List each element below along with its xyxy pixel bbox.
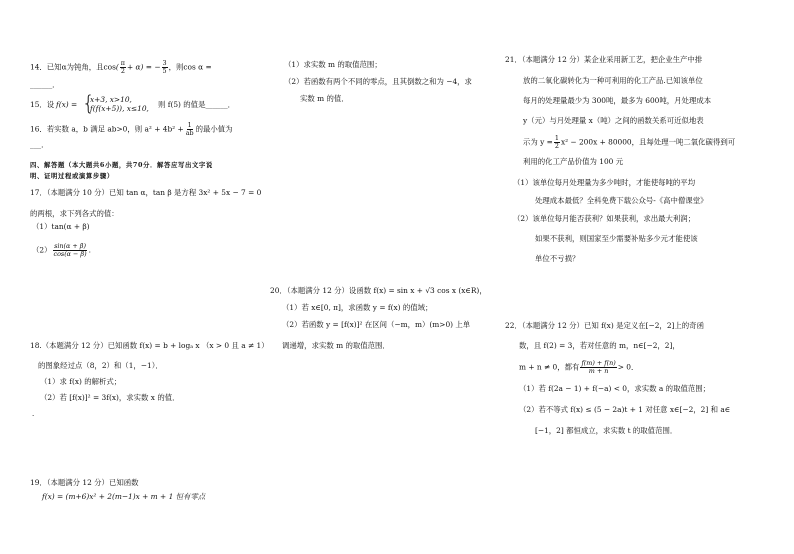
q22-part-1: （1）若 f(2a − 1) + f(−a) < 0，求实数 a 的取值范围； xyxy=(519,384,711,393)
q21-part-2-cont: 如果不获利，则国家至少需要补贴多少元才能使该 xyxy=(535,234,698,243)
question-15-label: 15．设 xyxy=(30,100,55,109)
q14-answer-blank: ______． xyxy=(30,80,60,89)
q15-tail: 则 f(5) 的值是______． xyxy=(158,100,236,109)
q15-case-1: x+3, x>10, xyxy=(90,95,132,104)
section-4-note: 明、证明过程或演算步骤） xyxy=(30,172,114,180)
question-18: 18.（本题满分 12 分）已知函数 f(x) = b + logₐ x （x > 0 且 a ≠ 1） xyxy=(30,341,269,350)
q19-part-2-cont: 实数 m 的值． xyxy=(300,94,349,103)
q17-line-2: 的两根，求下列各式的值： xyxy=(30,209,119,218)
q17-part-2: （2） $\frac{\sin(\alpha + \beta)}{\cos(\alpha - \beta)}$ . xyxy=(32,242,91,258)
one-half: $\frac{1}{2}$ xyxy=(554,134,559,150)
question-21: 21．（本题满分 12 分）某企业采用新工艺，把企业生产中排 xyxy=(505,55,703,64)
q21-part-2-end: 单位不亏损？ xyxy=(535,254,580,263)
section-4-heading: 四、解答题（本大题共6小题，共70分．解答应写出文字说 xyxy=(30,161,213,169)
q17-part-1: （1）tan(α + β) xyxy=(32,222,90,231)
q21-line-4: y（元）与月处理量 x（吨）之间的函数关系可近似地表 xyxy=(523,116,704,125)
question-14: 14．已知α为钝角，且cos( $\frac{\pi}{2}$ + α) = − $\frac{3}{5}$ ，则cos α = xyxy=(30,59,212,75)
q17-fraction: $\frac{\sin(\alpha + \beta)}{\cos(\alpha - \beta)}$ xyxy=(53,242,87,258)
q22-part-2: （2）若不等式 f(x) ≤ (5 − 2a)t + 1 对任意 x∈[−2，2] 和 a∈ xyxy=(519,405,731,414)
q18-part-2: （2）若 [f(x)]² = 3f(x)，求实数 x 的值． xyxy=(40,393,180,402)
q21-part-1: （1）该单位每月处理量为多少吨时，才能使每吨的平均 xyxy=(513,178,696,187)
q15-case-2: f(f(x+5)), x≤10, xyxy=(90,104,149,113)
question-19: 19．（本题满分 12 分）已知函数 xyxy=(30,478,139,487)
q21-part-2: （2）该单位每月能否获利？如果获利，求出最大利润； xyxy=(513,214,696,223)
question-17: 17．（本题满分 10 分）已知 tan α，tan β 是方程 3x² + 5x − 7 = 0 xyxy=(30,188,262,197)
q14-text: 14．已知α为钝角，且cos xyxy=(30,62,116,72)
q21-line-6: 利用的化工产品价值为 100 元 xyxy=(523,157,624,166)
q21-line-3: 每月的处理量最少为 300吨，最多为 600吨，月处理成本 xyxy=(523,96,712,105)
q20-part-2: （2）若函数 y = [f(x)]² 在区间（−m，m）(m>0) 上单 xyxy=(282,320,471,329)
pi-over-2: $\frac{\pi}{2}$ xyxy=(120,59,125,75)
question-20: 20．（本题满分 12 分）设函数 f(x) = sin x + √3 cos x (x∈R)， xyxy=(270,286,487,295)
q19-part-2: （2）若函数有两个不同的零点，且其倒数之和为 −4，求 xyxy=(284,77,472,86)
q19-function: f(x) = (m+6)x² + 2(m−1)x + m + 1 恒有零点 xyxy=(42,492,206,501)
stray-dot: . xyxy=(32,410,35,418)
q18-line-2: 的图象经过点（8，2）和（1，−1）． xyxy=(38,361,163,370)
right-column xyxy=(505,0,780,554)
left-column: 14．已知α为钝角，且cos( $\frac{\pi}{2}$ + α) = − $\frac{3}{5}$ ，则cos α = ______． 15．设 f(x) = { x+3, x>10, f(f(x+5)), x≤10, 则 f(5) 的值是______． 16．若实数 a，b 满足 ab>0，则 a² + 4b² + $\frac{1}{ab}$ 的最小值为 ___． 四、解答题（本大题共6小题，共70分．解答应写出文字说 明、证明过程或演算步骤） 17．（本题满分 10 分）已知 tan α，tan β 是方程 3x² + 5x − 7 = 0 的两根，求下列各式的值： （1）tan(α + β) （2） $\frac{\sin(\alpha + \beta)}{\cos(\alpha - \beta)}$ . 18.（本题满分 12 分）已知函数 f(x) = b + logₐ x （x > 0 且 a ≠ 1） 的图象经过点（8，2）和（1，−1）． （1）求 f(x) 的解析式； （2）若 [f(x)]² = 3f(x)，求实数 x 的值． . 19．（本题满分 12 分）已知函数 f(x) = (m+6)x² + 2(m−1)x + m + 1 恒有零点 xyxy=(30,59,269,501)
q22-line-2: 数，且 f(2) = 3，若对任意的 m，n∈[−2，2]， xyxy=(519,341,680,350)
q22-part-2-cont: [−1，2] 都恒成立，求实数 t 的取值范围． xyxy=(535,426,678,435)
q21-part-1-cont: 处理成本最低？全科免费下载公众号-《高中僧课堂》 xyxy=(535,196,708,205)
three-fifths: $\frac{3}{5}$ xyxy=(162,59,167,75)
question-16: 16．若实数 a，b 满足 ab>0，则 a² + 4b² + $\frac{1}{ab}$ 的最小值为 xyxy=(30,121,233,137)
one-over-ab: $\frac{1}{ab}$ xyxy=(185,121,194,137)
q22-line-3: m + n ≠ 0，都有 $\frac{f(m) + f(n)}{m + n}$ > 0． xyxy=(519,359,639,375)
q20-part-1: （1）若 x∈[0, π]，求函数 y = f(x) 的值域； xyxy=(282,303,433,312)
q19-part-1: （1）求实数 m 的取值范围； xyxy=(284,60,382,69)
question-22: 22．（本题满分 12 分）已知 f(x) 是定义在[−2，2]上的奇函 xyxy=(505,321,704,330)
middle-column xyxy=(270,0,500,554)
q21-line-5: 示为 y = $\frac{1}{2}$ x² − 200x + 80000，且每处理一吨二氧化碳得到可 xyxy=(523,134,736,150)
piecewise-brace: { xyxy=(82,91,95,115)
q18-part-1: （1）求 f(x) 的解析式； xyxy=(40,377,122,386)
q21-line-2: 放的二氧化碳转化为一种可利用的化工产品.已知该单位 xyxy=(523,76,703,85)
q16-answer-blank: ___． xyxy=(30,140,49,149)
q22-fraction: $\frac{f(m) + f(n)}{m + n}$ xyxy=(581,359,616,375)
q20-part-2-cont: 调递增，求实数 m 的取值范围． xyxy=(282,341,390,350)
